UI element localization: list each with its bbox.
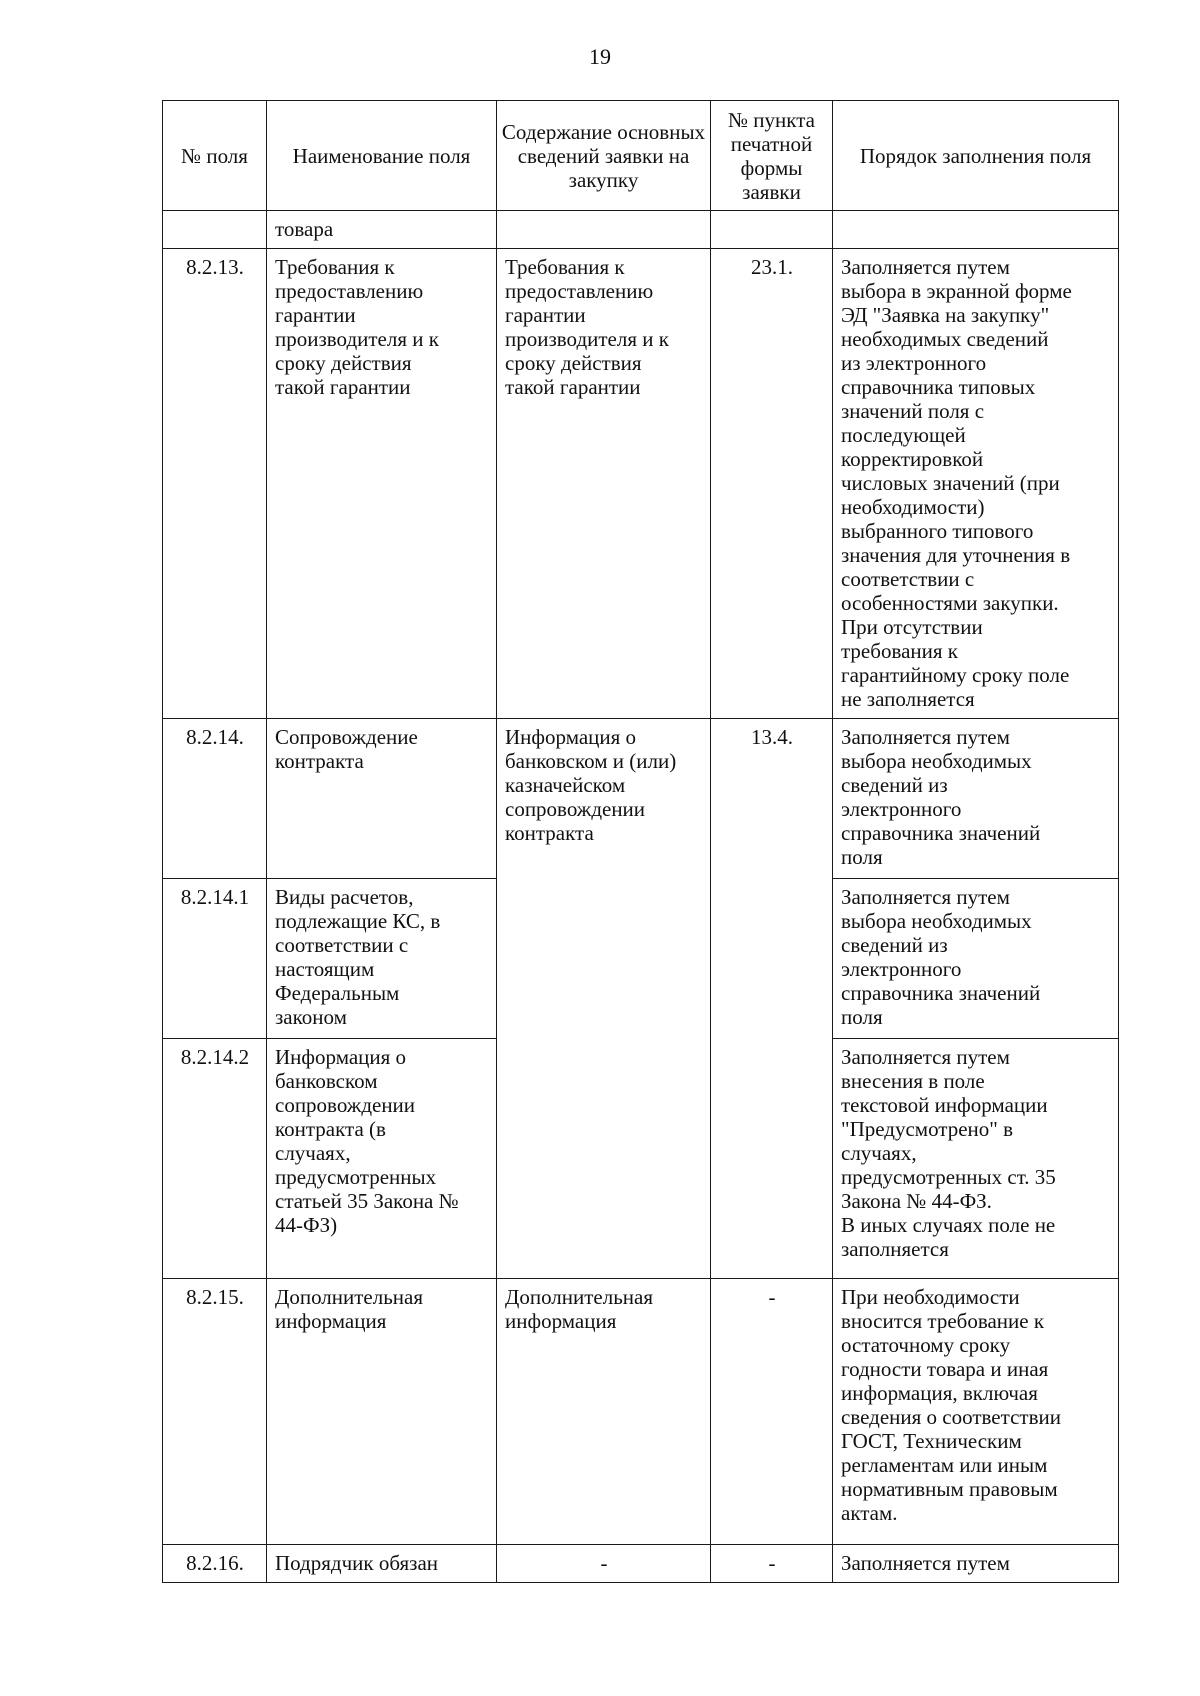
field-number-cell: 8.2.14.1 [163, 879, 267, 1039]
table-row [163, 1545, 1119, 1583]
ref-cell [711, 211, 833, 249]
header-field-name: Наименование поля [267, 101, 497, 211]
ref-cell: - [711, 1545, 833, 1583]
ref-cell: - [711, 1279, 833, 1545]
content-cell: - [497, 1545, 711, 1583]
fill-order-cell: Заполняется путем [833, 1545, 1119, 1583]
fill-order-cell: Заполняется путем внесения в поле текстовой информации "Предусмотрено" в случаях, предусмотренных ст. 35 Закона № 44-ФЗ. В иных случаях поле не заполняется [833, 1039, 1119, 1279]
header-fill-order: Порядок заполнения поля [833, 101, 1119, 211]
fill-order-cell: Заполняется путем выбора в экранной форме ЭД "Заявка на закупку" необходимых сведений из электронного справочника типовых значений поля с последующей корректировкой числовых значений (при необходимости) выбранного типового значения для уточнения в соответствии с особенностями закупки. При отсутствии требования к гарантийному сроку поле не заполняется [833, 249, 1119, 719]
fill-order-cell: Заполняется путем выбора необходимых сведений из электронного справочника значений поля [833, 879, 1119, 1039]
field-name-cell: товара [267, 211, 497, 249]
content-cell: Требования к предоставлению гарантии производителя и к сроку действия такой гарантии [497, 249, 711, 719]
field-name-cell: Информация о банковском сопровождении контракта (в случаях, предусмотренных статьей 35 Закона № 44-ФЗ) [267, 1039, 497, 1279]
table-row [163, 249, 1119, 719]
header-print-form-ref: № пункта печатной формы заявки [711, 101, 833, 211]
field-number-cell: 8.2.16. [163, 1545, 267, 1583]
table-row [163, 719, 1119, 879]
table-header-row [163, 101, 1119, 211]
field-name-cell: Требования к предоставлению гарантии производителя и к сроку действия такой гарантии [267, 249, 497, 719]
ref-cell: 23.1. [711, 249, 833, 719]
field-name-cell: Сопровождение контракта [267, 719, 497, 879]
ref-cell: 13.4. [711, 719, 833, 1279]
field-name-cell: Виды расчетов, подлежащие КС, в соответствии с настоящим Федеральным законом [267, 879, 497, 1039]
fill-order-cell [833, 211, 1119, 249]
header-field-number: № поля [163, 101, 267, 211]
content-cell: Дополнительная информация [497, 1279, 711, 1545]
field-number-cell [163, 211, 267, 249]
field-name-cell: Дополнительная информация [267, 1279, 497, 1545]
table-row [163, 211, 1119, 249]
page-number: 19 [589, 44, 611, 69]
field-number-cell: 8.2.14.2 [163, 1039, 267, 1279]
field-number-cell: 8.2.15. [163, 1279, 267, 1545]
header-content: Содержание основных сведений заявки на закупку [497, 101, 711, 211]
field-name-cell: Подрядчик обязан [267, 1545, 497, 1583]
table-row [163, 1279, 1119, 1545]
field-table [162, 100, 1119, 1583]
field-number-cell: 8.2.14. [163, 719, 267, 879]
fill-order-cell: Заполняется путем выбора необходимых сведений из электронного справочника значений поля [833, 719, 1119, 879]
content-cell [497, 211, 711, 249]
content-cell: Информация о банковском и (или) казначейском сопровождении контракта [497, 719, 711, 1279]
field-number-cell: 8.2.13. [163, 249, 267, 719]
fill-order-cell: При необходимости вносится требование к остаточному сроку годности товара и иная информация, включая сведения о соответствии ГОСТ, Техническим регламентам или иным нормативным правовым актам. [833, 1279, 1119, 1545]
